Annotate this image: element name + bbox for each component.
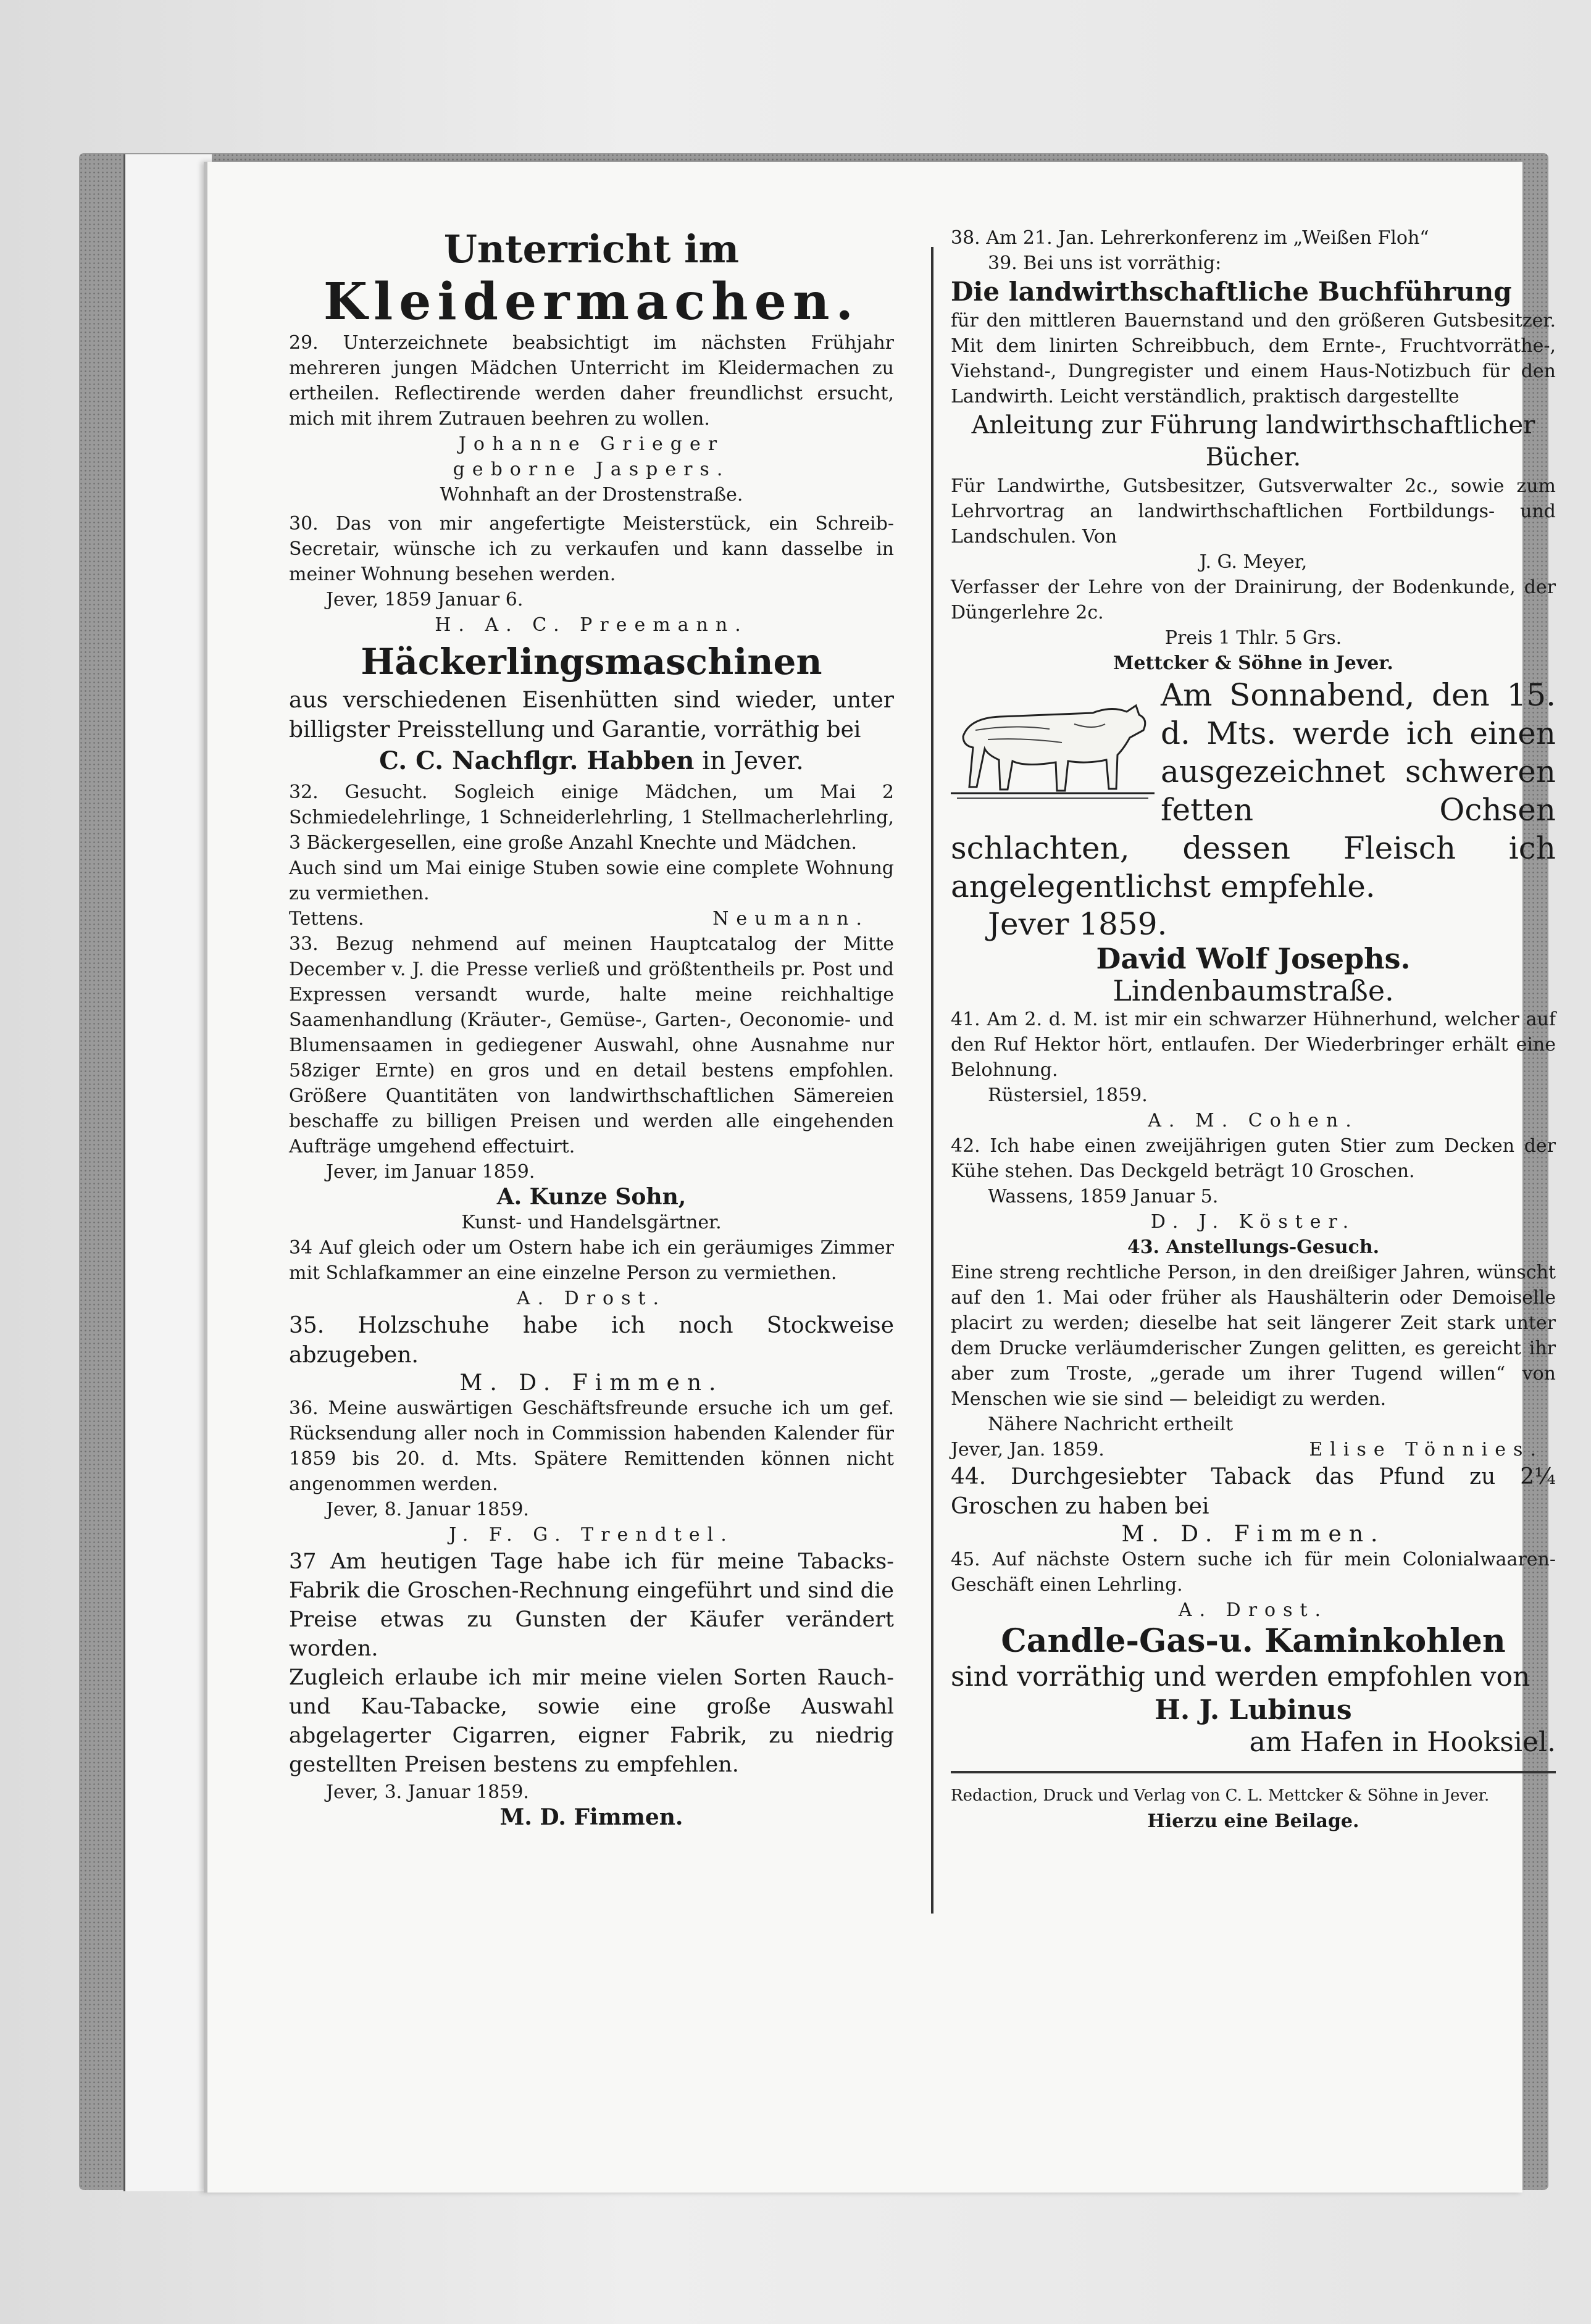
ad-31-text: aus verschiedenen Eisenhütten sind wieder, unter billigster Preisstellung und Garantie, vorräthig bei [289, 688, 894, 743]
ad-44-name: M. D. Fimmen. [1121, 1522, 1385, 1547]
ad-40-name: David Wolf Josephs. [1096, 942, 1411, 975]
ad-32-name: Neumann. [712, 908, 869, 930]
ad-29-name: Johanne Grieger [458, 433, 725, 455]
ad-43-text: Eine streng rechtliche Person, in den dreißiger Jahren, wünscht auf den 1. Mai oder früher als Haushälterin oder Demoiselle placirt zu werden; dieselbe hat seit längerer Zeit stark unter dem Drucke verläumderischer Zungen gelitten, es gereicht ihr aber zum Troste, „gerade um ihrer Tugend willen“ von Menschen wie sie sind — beleidigt zu werden. [951, 1262, 1556, 1410]
ad-36-date: Jever, 8. Januar 1859. [326, 1499, 529, 1520]
ad-33-text: 33. Bezug nehmend auf meinen Hauptcatalog der Mitte December v. J. die Presse verließ und größtentheils pr. Post und Expressen versandt wurde, halte meine reichhaltige Saamenhandlung (Kräuter-, Gemüse-, Garten-, Oeconomie- und Blumensaamen in gediegener Auswahl, ohne Ausnahme nur 58ziger Ernte) en gros und en detail bestens empfohlen. Größere Quantitäten von landwirthschaftlichen Sämereien beschaffe zu billigen Preisen und werden alle eingehenden Aufträge umgehend effectuirt. [289, 933, 894, 1157]
ad-33-name: A. Kunze Sohn, [496, 1184, 687, 1210]
ad-34-text: 34 Auf gleich oder um Ostern habe ich ein geräumiges Zimmer mit Schlafkammer an eine einzelne Person zu vermiethen. [289, 1237, 894, 1284]
ad-46-name: H. J. Lubinus [1155, 1694, 1352, 1726]
ad-29-headline-1: Unterricht im [443, 227, 740, 272]
ad-40-text: Am Sonnabend, den 15. d. Mts. werde ich einen ausgezeichnet schweren fetten Ochsen schlachten, dessen Fleisch ich angelegentlichst empfehle. [951, 677, 1556, 904]
ad-39-text: für den mittleren Bauernstand und den größeren Gutsbesitzer. Mit dem linirten Schreibbuch, dem Ernte-, Fruchtvorräthe-, Viehstand-, Dungregister und einem Haus-Notizbuch für den Landwirth. Leicht verständlich, praktisch dargestellte [951, 310, 1556, 407]
ad-41-date: Rüstersiel, 1859. [988, 1085, 1148, 1106]
ad-43-date: Jever, Jan. 1859. [951, 1439, 1105, 1460]
ad-39-subtitle: Anleitung zur Führung landwirthschaftlicher Bücher. [971, 411, 1535, 472]
supplement-note: Hierzu eine Beilage. [1147, 1810, 1359, 1832]
ad-34-name: A. Drost. [516, 1288, 667, 1309]
ad-32-text: 32. Gesucht. Sogleich einige Mädchen, um Mai 2 Schmiedelehrlinge, 1 Schneiderlehrling, 1 Stellmacherlehrling, 3 Bäckergesellen, eine große Anzahl Knechte und Mädchen. [289, 781, 894, 854]
ad-40-address: Lindenbaumstraße. [1113, 974, 1394, 1007]
ox-illustration [951, 681, 1155, 804]
footer-rule [951, 1771, 1556, 1773]
ad-32-place: Tettens. [289, 908, 364, 930]
ad-33-date: Jever, im Januar 1859. [326, 1161, 535, 1183]
left-column [289, 225, 894, 1830]
right-column [951, 225, 1556, 1834]
ad-39-firm: Mettcker & Söhne in Jever. [1113, 652, 1393, 674]
ad-36-name: J. F. G. Trendtel. [449, 1524, 734, 1546]
imprint: Redaction, Druck und Verlag von C. L. Mettcker & Söhne in Jever. [951, 1786, 1490, 1805]
ad-43-name: Elise Tönnies. [1309, 1439, 1543, 1460]
ad-32-text-2: Auch sind um Mai einige Stuben sowie eine complete Wohnung zu vermiethen. [289, 857, 894, 904]
ad-45-text: 45. Auf nächste Ostern suche ich für mein Colonialwaaren-Geschäft einen Lehrling. [951, 1549, 1556, 1596]
ad-43-contact: Nähere Nachricht ertheilt [988, 1414, 1234, 1435]
ad-38-text: 38. Am 21. Jan. Lehrerkonferenz im „Weißen Floh“ [951, 227, 1429, 249]
ad-37-date: Jever, 3. Januar 1859. [326, 1781, 529, 1803]
column-divider [931, 247, 933, 1914]
ad-37-text: 37 Am heutigen Tage habe ich für meine Tabacks-Fabrik die Groschen-Rechnung eingeführt und sind die Preise etwas zu Gunsten der Käufer verändert worden. [289, 1549, 894, 1661]
ad-35-text: 35. Holzschuhe habe ich noch Stockweise abzugeben. [289, 1313, 894, 1368]
ad-39-title: Die landwirthschaftliche Buchführung [951, 277, 1512, 307]
ad-42-name: D. J. Köster. [1150, 1211, 1356, 1233]
ad-29-nee: geborne Jaspers. [453, 459, 730, 480]
ad-41-text: 41. Am 2. d. M. ist mir ein schwarzer Hühnerhund, welcher auf den Ruf Hektor hört, entlaufen. Der Wiederbringer erhält eine Belohnung. [951, 1009, 1556, 1081]
ad-30-text: 30. Das von mir angefertigte Meisterstück, ein Schreib-Secretair, wünsche ich zu verkaufen und kann dasselbe in meiner Wohnung besehen werden. [289, 513, 894, 585]
ad-37-text-2: Zugleich erlaube ich mir meine vielen Sorten Rauch- und Kau-Tabacke, sowie eine große Auswahl abgelagerter Cigarren, eigner Fabrik, zu niedrig gestellten Preisen bestens zu empfehlen. [289, 1665, 894, 1777]
ad-42-text: 42. Ich habe einen zweijährigen guten Stier zum Decken der Kühe stehen. Das Deckgeld beträgt 10 Groschen. [951, 1135, 1556, 1182]
ad-39-audience: Für Landwirthe, Gutsbesitzer, Gutsverwalter 2c., sowie zum Lehrvortrag an landwirthschaftlichen Fortbildungs- und Landschulen. Von [951, 475, 1556, 548]
ad-45-name: A. Drost. [1178, 1599, 1329, 1621]
ad-39-author: J. G. Meyer, [1199, 551, 1308, 573]
ad-37-name: M. D. Fimmen. [499, 1804, 683, 1830]
ad-31-place: in Jever. [702, 747, 804, 775]
ad-33-role: Kunst- und Handelsgärtner. [461, 1212, 722, 1233]
ad-41-name: A. M. Cohen. [1148, 1110, 1359, 1131]
ad-36-text: 36. Meine auswärtigen Geschäftsfreunde ersuche ich um gef. Rücksendung aller noch in Commission habenden Kalender für 1859 bis 20. d. Mts. Spätere Remittenden können nicht angenommen werden. [289, 1397, 894, 1495]
ad-44-text: 44. Durchgesiebter Taback das Pfund zu 2¼ Groschen zu haben bei [951, 1464, 1556, 1519]
ad-30-name: H. A. C. Preemann. [435, 614, 748, 636]
ad-46-address: am Hafen in Hooksiel. [1249, 1726, 1556, 1758]
ad-43-headline: 43. Anstellungs-Gesuch. [1127, 1236, 1380, 1258]
ad-30-date: Jever, 1859 Januar 6. [326, 589, 524, 610]
ad-46-headline: Candle-Gas-u. Kaminkohlen [1001, 1622, 1506, 1660]
ad-42-date: Wassens, 1859 Januar 5. [988, 1186, 1219, 1207]
page-edges [123, 154, 212, 2191]
ad-29-headline-2: Kleidermachen. [323, 272, 860, 331]
ad-40-block [951, 676, 1556, 1007]
ad-31-firm: C. C. Nachflgr. Habben [379, 746, 695, 775]
ad-29-address: Wohnhaft an der Drostenstraße. [440, 484, 743, 506]
ad-35-name: M. D. Fimmen. [459, 1370, 724, 1396]
ad-40-place: Jever 1859. [988, 906, 1167, 942]
ad-29-text: 29. Unterzeichnete beabsichtigt im nächsten Frühjahr mehreren jungen Mädchen Unterricht im Kleidermachen zu ertheilen. Reflectirende werden daher freundlichst ersucht, mich mit ihrem Zutrauen beehren zu wollen. [289, 332, 894, 430]
ad-31-headline: Häckerlingsmaschinen [361, 641, 822, 683]
ad-39-intro: 39. Bei uns ist vorräthig: [988, 252, 1222, 274]
ad-39-author-info: Verfasser der Lehre von der Drainirung, der Bodenkunde, der Düngerlehre 2c. [951, 577, 1556, 623]
ad-46-text: sind vorräthig und werden empfohlen von [951, 1661, 1530, 1693]
ad-39-price: Preis 1 Thlr. 5 Grs. [1164, 627, 1342, 649]
